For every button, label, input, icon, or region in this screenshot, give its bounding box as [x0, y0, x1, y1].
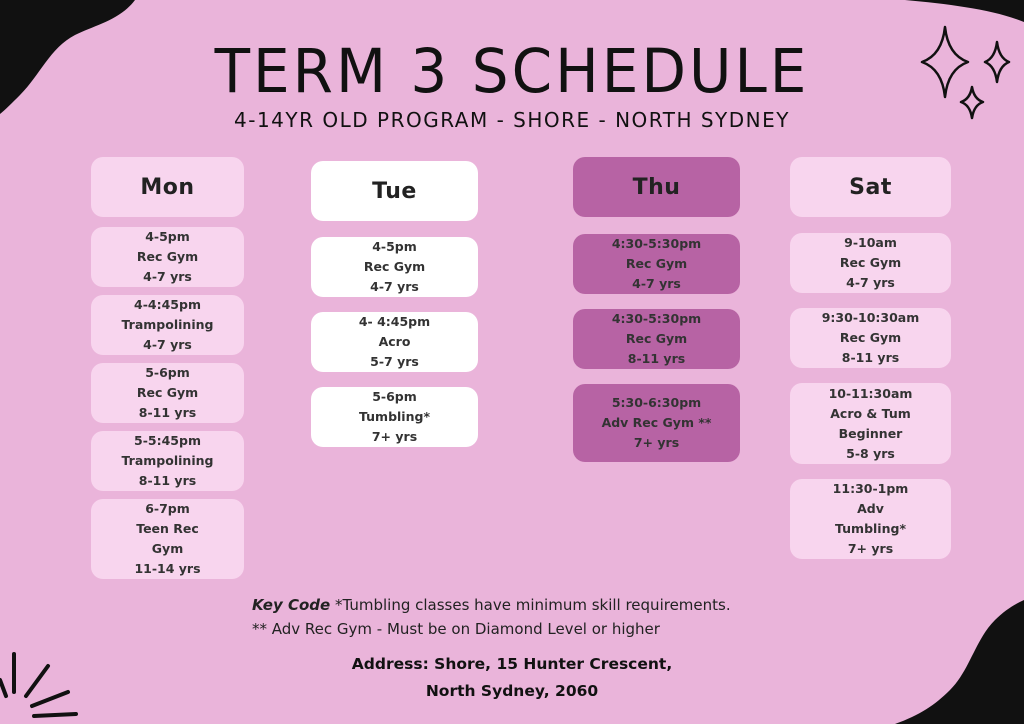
slot-activity: Trampolining	[121, 453, 214, 468]
slot-ages: 7+ yrs	[371, 429, 418, 444]
key-note-1: *Tumbling classes have minimum skill requirements.	[330, 596, 731, 614]
page-title: TERM 3 SCHEDULE	[214, 35, 810, 107]
page-subtitle: 4-14YR OLD PROGRAM - SHORE - NORTH SYDNEY	[234, 108, 790, 132]
slot-activity: Adv Rec Gym **	[601, 415, 712, 430]
slot-time: 4-4:45pm	[134, 297, 201, 312]
slot-time: 4:30-5:30pm	[611, 311, 702, 326]
slot-activity: Trampolining	[121, 317, 214, 332]
slot-time: 10-11:30am	[828, 385, 913, 401]
slot-time: 5-6pm	[145, 365, 190, 380]
class-slot	[573, 384, 740, 462]
slot-ages: 4-7 yrs	[846, 275, 895, 290]
slot-ages: 4-7 yrs	[632, 276, 681, 291]
slot-activity: Teen Rec	[136, 521, 199, 536]
slot-time: 5:30-6:30pm	[611, 395, 702, 410]
slot-ages: 4-7 yrs	[143, 337, 192, 352]
address-line-2: North Sydney, 2060	[425, 682, 599, 700]
slot-activity-2: Beginner	[838, 425, 903, 441]
slot-ages: 11-14 yrs	[134, 561, 201, 576]
slot-activity: Tumbling*	[359, 409, 430, 424]
class-slot	[790, 383, 951, 464]
slot-time: 5-5:45pm	[134, 433, 201, 448]
slot-activity: Rec Gym	[136, 385, 199, 400]
slot-time: 6-7pm	[145, 501, 190, 516]
slot-time: 9:30-10:30am	[821, 310, 920, 325]
day-header-sat: Sat	[790, 157, 951, 217]
slot-activity: Acro & Tum	[830, 405, 911, 421]
slot-ages: 8-11 yrs	[138, 473, 197, 488]
class-slot	[91, 363, 244, 423]
slot-activity: Rec Gym	[136, 249, 199, 264]
address	[0, 651, 1024, 705]
class-slot	[91, 227, 244, 287]
class-slot	[311, 237, 478, 297]
slot-time: 4- 4:45pm	[358, 314, 431, 329]
slot-time: 4:30-5:30pm	[611, 236, 702, 251]
key-code	[252, 593, 731, 641]
slot-ages: 8-11 yrs	[627, 351, 686, 366]
class-slot	[91, 499, 244, 579]
key-line-1	[252, 593, 731, 617]
slot-activity: Acro	[378, 334, 411, 349]
slot-time: 9-10am	[844, 235, 897, 250]
slot-ages: 8-11 yrs	[841, 350, 900, 365]
class-slot	[573, 234, 740, 294]
slot-ages: 5-8 yrs	[846, 445, 895, 461]
slot-activity: Rec Gym	[839, 255, 902, 270]
class-slot	[790, 479, 951, 559]
slot-activity: Rec Gym	[625, 256, 688, 271]
slot-ages: 7+ yrs	[847, 541, 894, 556]
class-slot	[91, 295, 244, 355]
slot-ages: 8-11 yrs	[138, 405, 197, 420]
slot-time: 4-5pm	[372, 239, 417, 254]
class-slot	[91, 431, 244, 491]
day-header-mon: Mon	[91, 157, 244, 217]
day-header-tue: Tue	[311, 161, 478, 221]
class-slot	[311, 387, 478, 447]
slot-ages: 7+ yrs	[633, 435, 680, 450]
key-label: Key Code	[252, 596, 331, 614]
slot-activity: Rec Gym	[363, 259, 426, 274]
class-slot	[790, 308, 951, 368]
slot-activity-2: Gym	[151, 541, 184, 556]
slot-time: 4-5pm	[145, 229, 190, 244]
day-header-thu: Thu	[573, 157, 740, 217]
key-note-2: ** Adv Rec Gym - Must be on Diamond Level or higher	[252, 620, 660, 638]
class-slot	[790, 233, 951, 293]
slot-activity: Rec Gym	[839, 330, 902, 345]
slot-ages: 4-7 yrs	[370, 279, 419, 294]
slot-activity: Adv	[857, 501, 884, 516]
class-slot	[311, 312, 478, 372]
slot-activity: Rec Gym	[625, 331, 688, 346]
class-slot	[573, 309, 740, 369]
slot-ages: 5-7 yrs	[370, 354, 419, 369]
slot-time: 11:30-1pm	[832, 481, 909, 496]
address-line-1: Address: Shore, 15 Hunter Crescent,	[351, 655, 673, 673]
slot-activity-2: Tumbling*	[835, 521, 906, 536]
slot-ages: 4-7 yrs	[143, 269, 192, 284]
slot-time: 5-6pm	[372, 389, 417, 404]
